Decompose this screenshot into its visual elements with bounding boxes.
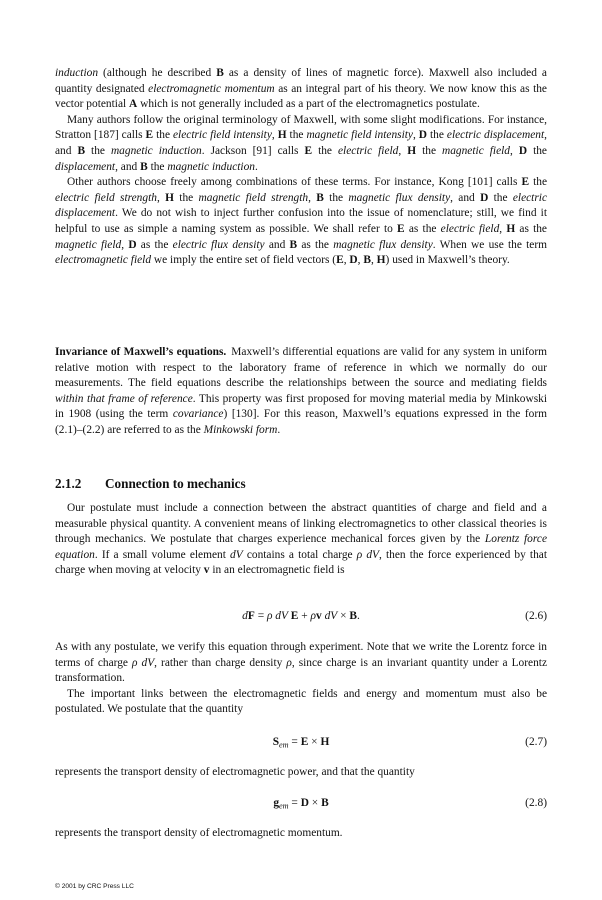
- text-run: E: [397, 222, 405, 235]
- paragraph-induction: [55, 66, 547, 113]
- text-run: ,: [357, 254, 364, 267]
- text-run: . This property was first proposed for moving material media by Minkowski in 1908 (using the term: [55, 392, 547, 421]
- text-run: , then the force experienced by that charge when moving at velocity: [55, 548, 547, 577]
- invariance-block: [55, 345, 547, 439]
- text-run: ,: [412, 129, 419, 142]
- section-title: Connection to mechanics: [105, 476, 246, 491]
- text-run: ρ: [310, 610, 316, 622]
- mechanics-block-4: [55, 826, 547, 842]
- text-run: ) [130]. For this reason, Maxwell’s equations expressed in the form (2.1)–(2.2) are referred to as the: [55, 408, 547, 436]
- text-run: Minkowski form: [203, 423, 278, 436]
- paragraph-other-authors: [55, 175, 547, 269]
- text-run: em: [279, 801, 289, 811]
- text-run: =: [288, 736, 301, 748]
- text-run: electric displacement: [446, 129, 545, 142]
- text-run: magnetic induction: [167, 160, 255, 173]
- text-run: ,: [398, 144, 408, 157]
- text-run: B: [321, 797, 329, 809]
- mechanics-block-1: [55, 501, 547, 579]
- text-run: ,: [499, 222, 507, 235]
- copyright-footer: © 2001 by CRC Press LLC: [55, 883, 134, 890]
- text-run: E: [521, 176, 530, 189]
- text-run: ,: [121, 238, 129, 251]
- text-run: the: [488, 191, 513, 204]
- text-run: ,: [156, 191, 166, 204]
- text-run: the: [286, 129, 307, 142]
- text-run: ×: [308, 797, 322, 809]
- text-run: in an electromagnetic field is: [209, 564, 345, 577]
- text-run: electric field: [337, 144, 399, 157]
- text-run: electromagnetic momentum: [148, 82, 275, 95]
- text-run: F: [247, 610, 255, 622]
- text-run: .: [277, 423, 281, 436]
- text-run: ,: [370, 254, 377, 267]
- equation-2-6-expression: [55, 608, 547, 624]
- text-run: H: [165, 191, 174, 204]
- text-run: Our postulate must include a connection between the abstract quantities of charge and field and a measurable physical quantity. A convenient means of linking electromagnetics to other classical theories is through mechanics. We postulate that charges experience mechanical forces given by the: [55, 502, 547, 546]
- text-run: magnetic field: [55, 238, 122, 251]
- text-run: the: [416, 144, 442, 157]
- text-run: ) used in Maxwell’s theory.: [385, 254, 510, 267]
- text-run: The important links between the electromagnetic fields and energy and momentum must also be postulated. We postulate that the quantity: [55, 687, 547, 716]
- text-run: electromagnetic field: [55, 254, 152, 267]
- text-run: as the: [297, 238, 334, 251]
- text-run: d: [242, 610, 248, 622]
- text-run: ρ: [286, 656, 292, 669]
- text-run: ×: [308, 736, 321, 748]
- equation-2-6: [55, 608, 547, 624]
- text-run: B: [216, 67, 224, 79]
- text-run: B: [363, 254, 371, 267]
- paragraph-links: [55, 687, 547, 718]
- text-run: ,: [343, 254, 350, 267]
- text-run: as the: [515, 222, 547, 235]
- text-run: ρ dV: [356, 548, 379, 561]
- section-number: 2.1.2: [55, 476, 82, 491]
- text-run: . If a small volume element: [94, 548, 231, 561]
- paragraph-verify: [55, 640, 547, 687]
- text-run: magnetic flux density: [333, 238, 433, 251]
- text-run: ρ dV: [266, 610, 288, 622]
- text-run: g: [273, 797, 280, 809]
- text-run: H: [506, 222, 516, 235]
- text-run: Other authors choose freely among combinations of these terms. For instance, Kong [101] calls: [67, 176, 522, 189]
- text-run: we imply the entire set of field vectors (: [151, 254, 337, 267]
- text-run: =: [288, 797, 301, 809]
- text-run: . When we use the term: [432, 238, 547, 251]
- text-run: S: [272, 736, 280, 748]
- paragraph-terminology: [55, 113, 547, 175]
- text-run: (although he described: [98, 67, 217, 79]
- text-run: , rather than charge density: [154, 656, 287, 669]
- equation-2-7-expression: [55, 734, 547, 750]
- text-run: As with any postulate, we verify this equation through experiment. Note that we write the Lorentz force in terms of charge: [55, 641, 547, 669]
- text-run: electric field: [440, 222, 500, 235]
- text-run: B: [316, 191, 324, 204]
- text-run: B: [289, 238, 298, 251]
- text-run: the: [529, 176, 547, 189]
- text-run: =: [254, 610, 267, 622]
- text-run: and: [264, 238, 290, 251]
- text-run: Maxwell’s differential equations are valid for any system in uniform relative motion with respect to the laboratory frame of reference in which we normally do our measurements. The field equations describe the relationships between the source and mediating fields: [55, 346, 548, 390]
- text-run: , and: [450, 191, 481, 204]
- text-run: E: [290, 610, 299, 622]
- text-run: B: [349, 610, 357, 622]
- equation-2-8: [55, 795, 547, 811]
- text-run: ,: [271, 129, 278, 142]
- text-run: the: [312, 144, 338, 157]
- text-run: E: [145, 129, 154, 142]
- text-run: magnetic field intensity: [306, 129, 413, 142]
- text-run: ρ dV: [132, 656, 155, 669]
- section-heading: [55, 476, 547, 492]
- text-run: electric displacement: [55, 191, 547, 220]
- text-run: D: [349, 254, 358, 267]
- text-run: D: [518, 144, 528, 157]
- text-run: magnetic field strength: [198, 191, 309, 204]
- text-run: .: [254, 160, 258, 173]
- text-run: within that frame of reference: [55, 392, 193, 405]
- text-run: the: [527, 144, 547, 157]
- text-run: E: [304, 144, 313, 157]
- invariance-heading: Invariance of Maxwell’s equations.: [55, 346, 227, 358]
- text-run: v: [316, 610, 322, 622]
- text-run: B: [77, 144, 86, 157]
- equation-2-6-number: (2.6): [525, 610, 547, 622]
- text-run: magnetic flux density: [348, 191, 451, 204]
- mechanics-block-2: [55, 640, 547, 718]
- paragraph-momentum: [55, 826, 547, 842]
- invariance-body: [55, 346, 547, 436]
- text-run: ,: [510, 144, 519, 157]
- paragraph-lorentz-intro: [55, 501, 547, 579]
- text-run: H: [277, 129, 287, 142]
- text-run: H: [376, 254, 386, 267]
- text-run: as the: [136, 238, 173, 251]
- text-run: represents the transport density of electromagnetic momentum.: [55, 827, 343, 839]
- text-run: ,: [308, 191, 317, 204]
- text-run: .: [356, 610, 360, 622]
- text-run: , and: [115, 160, 141, 173]
- text-run: dV: [230, 548, 243, 561]
- text-run: , since charge is an invariant quantity under a Lorentz transformation.: [55, 656, 548, 685]
- text-run: H: [320, 736, 330, 748]
- text-run: . We do not wish to inject further confusion into the issue of nomenclature; still, we find it helpful to use as simple a naming system as possible. We shall refer to: [55, 207, 547, 235]
- text-run: dV: [324, 610, 338, 622]
- equation-2-8-number: (2.8): [525, 797, 547, 809]
- equation-2-7: [55, 734, 547, 750]
- text-run: D: [128, 238, 137, 251]
- paragraph-invariance: [55, 345, 547, 439]
- text-run: v: [203, 564, 210, 577]
- text-run: which is not generally included as a part of the electromagnetics postulate.: [137, 98, 480, 111]
- text-run: . Jackson [91] calls: [201, 144, 305, 157]
- text-run: D: [300, 797, 309, 809]
- text-run: H: [407, 144, 417, 157]
- text-run: D: [480, 191, 489, 204]
- text-run: the: [427, 129, 447, 142]
- text-run: contains a total charge: [242, 548, 357, 561]
- text-run: magnetic field: [442, 144, 510, 157]
- text-run: ×: [337, 610, 350, 622]
- text-run: the: [173, 191, 199, 204]
- text-run: displacement: [55, 160, 116, 173]
- text-run: electric field intensity: [172, 129, 272, 142]
- text-run: E: [336, 254, 344, 267]
- text-run: B: [140, 160, 148, 173]
- text-run: Lorentz force equation: [55, 533, 547, 561]
- paragraph-power: [55, 765, 547, 781]
- text-run: +: [298, 610, 311, 622]
- text-run: em: [279, 740, 289, 750]
- text-run: D: [418, 129, 428, 142]
- text-run: A: [129, 98, 138, 111]
- text-run: the: [147, 160, 168, 173]
- text-run: the: [153, 129, 173, 142]
- mechanics-block-3: [55, 765, 547, 781]
- text-run: as an integral part of his theory. We now know this as the vector potential: [55, 82, 547, 111]
- equation-2-8-expression: [55, 795, 547, 811]
- text-run: electric flux density: [172, 238, 265, 251]
- text-run: as the: [404, 222, 441, 235]
- text-run: Many authors follow the original terminology of Maxwell, with some slight modifications. For instance, Stratton [187] calls: [55, 113, 547, 142]
- text-run: magnetic induction: [110, 144, 202, 157]
- intro-block: [55, 66, 547, 269]
- equation-2-7-number: (2.7): [525, 736, 547, 748]
- text-run: , and: [55, 129, 547, 157]
- text-run: the: [323, 191, 349, 204]
- text-run: represents the transport density of electromagnetic power, and that the quantity: [55, 766, 415, 778]
- text-run: electric field strength: [55, 191, 157, 204]
- text-run: E: [300, 736, 309, 748]
- text-run: covariance: [172, 408, 224, 421]
- text-run: as a density of lines of magnetic force). Maxwell also included a quantity designated: [55, 67, 547, 95]
- text-run: the: [85, 144, 111, 157]
- text-run: induction: [55, 67, 99, 79]
